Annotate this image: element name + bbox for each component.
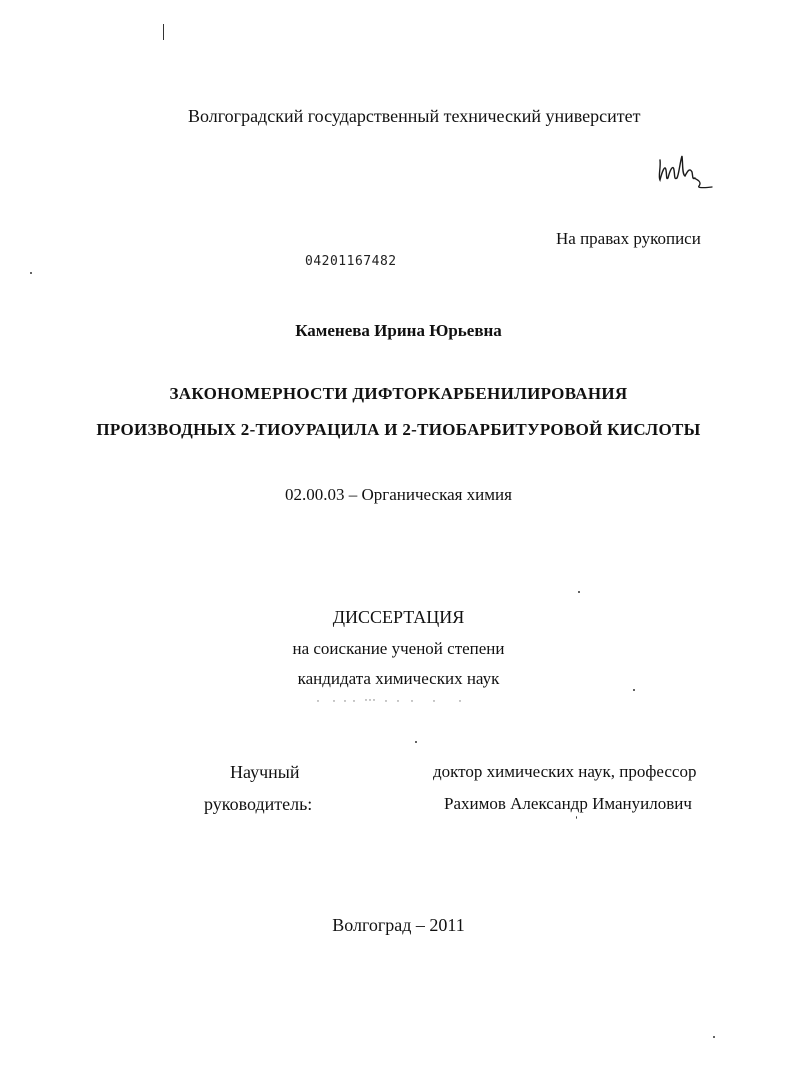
signature-handwritten <box>652 150 730 196</box>
scan-speck <box>713 1036 715 1038</box>
scan-speck <box>163 24 164 40</box>
supervisor-name: Рахимов Александр Имануилович <box>444 794 692 813</box>
scan-speck <box>30 272 32 274</box>
scan-speck <box>578 591 580 593</box>
catalog-number: 04201167482 <box>305 254 397 269</box>
degree-line-2: кандидата химических наук <box>297 669 500 688</box>
supervisor-title: доктор химических наук, профессор <box>433 762 697 781</box>
university-name: Волгоградский государственный технический университет <box>188 106 641 126</box>
title-line-2: ПРОИЗВОДНЫХ 2-ТИОУРАЦИЛА И 2-ТИОБАРБИТУРОВОЙ КИСЛОТЫ <box>96 420 701 439</box>
scan-speck <box>633 689 635 691</box>
degree-line-1: на соискание ученой степени <box>292 639 505 658</box>
supervisor-label-line-2: руководитель: <box>204 794 313 814</box>
specialty-code: 02.00.03 – Органическая химия <box>285 485 512 504</box>
scan-speck <box>576 816 577 819</box>
document-type: ДИССЕРТАЦИЯ <box>332 607 465 627</box>
author-name: Каменева Ирина Юрьевна <box>295 321 502 340</box>
scan-speck <box>415 741 417 743</box>
supervisor-label-line-1: Научный <box>230 762 300 782</box>
city-year: Волгоград – 2011 <box>332 915 465 935</box>
rights-notice: На правах рукописи <box>556 229 701 248</box>
title-line-1: ЗАКОНОМЕРНОСТИ ДИФТОРКАРБЕНИЛИРОВАНИЯ <box>169 384 628 403</box>
scan-dotted-artifact <box>314 697 464 705</box>
